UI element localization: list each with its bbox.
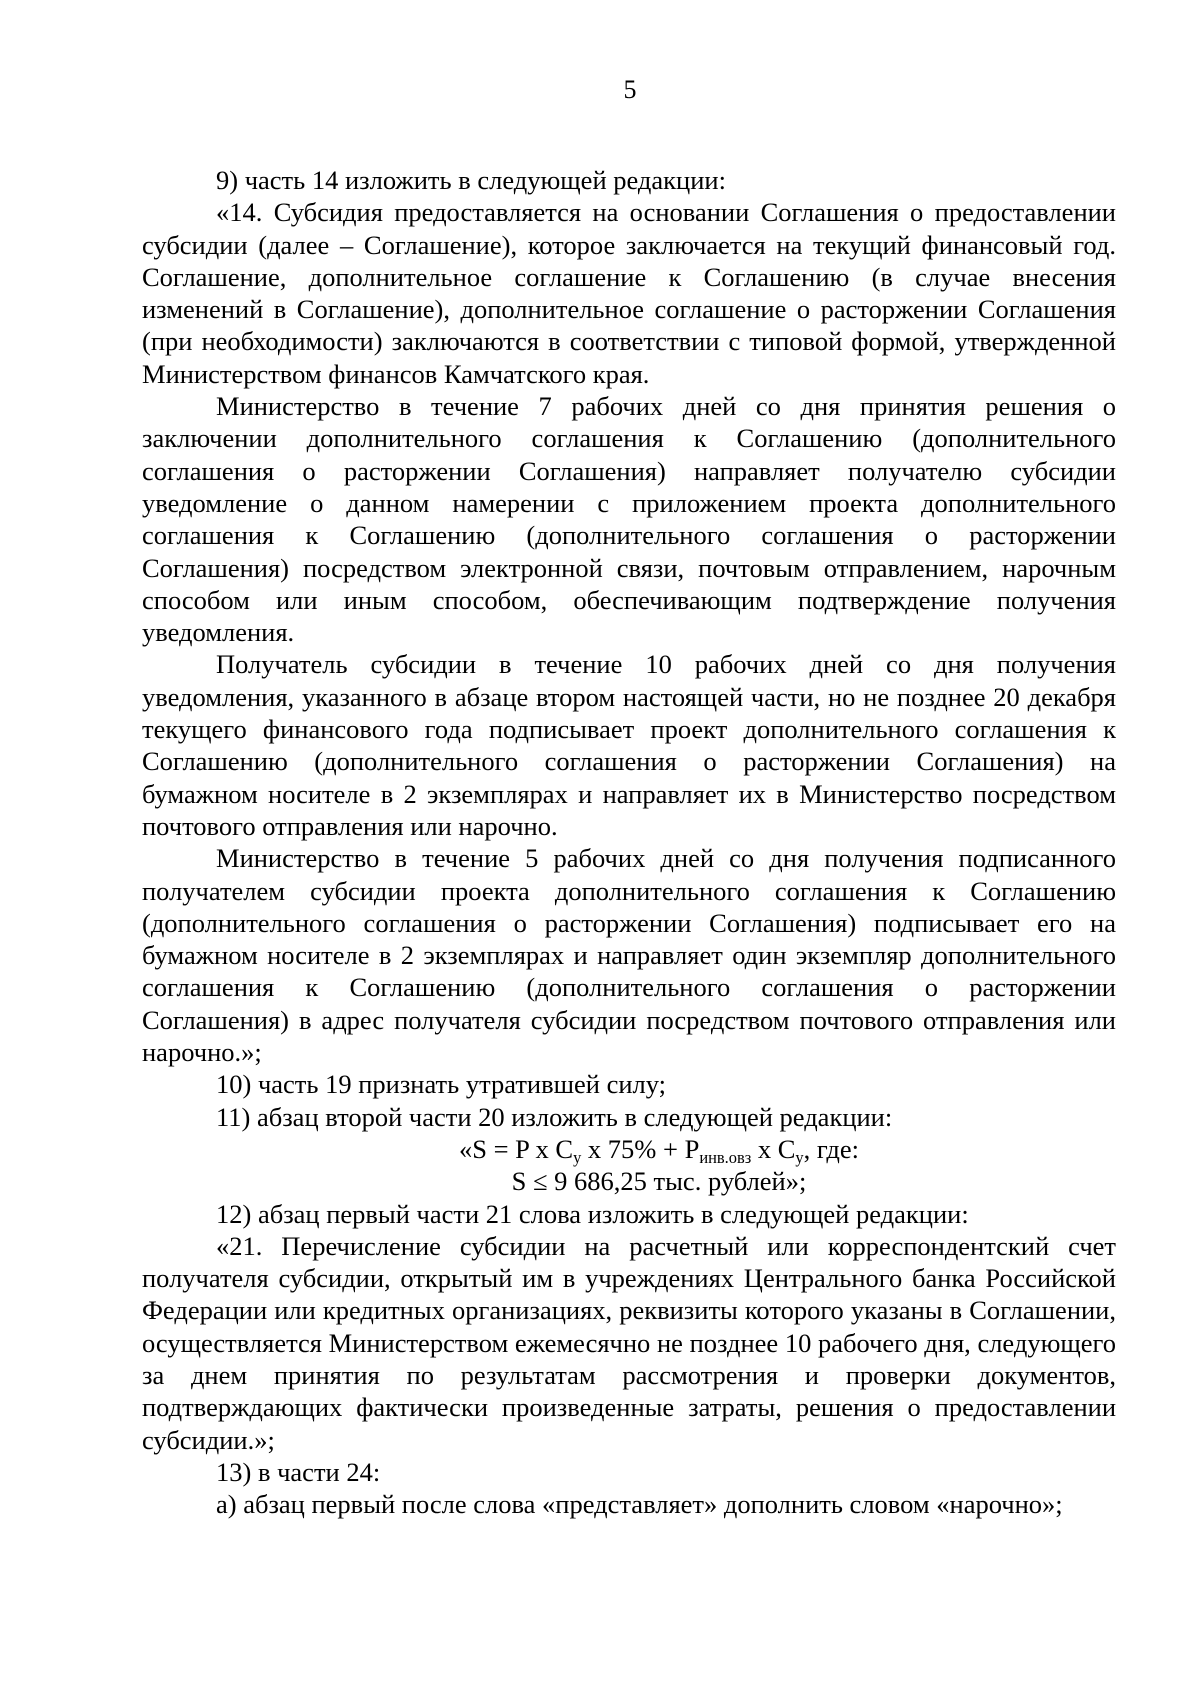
paragraph-part-14-text: «14. Субсидия предоставляется на основании Соглашения о предоставлении субсидии (далее – Соглашение), которое заключается на текущий финансовый год. Соглашение, дополнительное соглашение к Соглашению (в случае внесения изменений в Соглашение), дополнительное соглашение о расторжении Соглашения (при необходимости) заключаются в соответствии с типовой формой, утвержденной Министерством финансов Камчатского края. [142,197,1116,389]
paragraph-item-13a: а) абзац первый после слова «представляет» дополнить словом «нарочно»; [216,1489,1063,1520]
paragraph-ministry-notification: Министерство в течение 7 рабочих дней со дня принятия решения о заключении дополнительного соглашения к Соглашению (дополнительного соглашения о расторжении Соглашения) направляет получателю субсидии уведомление о данном намерении с приложением проекта дополнительного соглашения к Соглашению (дополнительного соглашения о расторжении Соглашения) посредством электронной связи, почтовым отправлением, нарочным способом или иным способом, обеспечивающим подтверждение получения уведомления. [142,391,1116,648]
paragraph-item-13: 13) в части 24: [216,1456,381,1487]
formula-part-1: «S = P x C [458,1133,574,1164]
formula-subscript-2: инв.овз [699,1147,752,1167]
formula-part-3: x C [751,1133,796,1164]
document-body [142,164,1116,1520]
page-number: 5 [623,75,637,104]
paragraph-item-9: 9) часть 14 изложить в следующей редакции: [216,165,726,195]
paragraph-part-21-text: «21. Перечисление субсидии на расчетный или корреспондентский счет получателя субсидии, открытый им в учреждениях Центрального банка Российской Федерации или кредитных организациях, реквизиты которого указаны в Соглашении, осуществляется Министерством ежемесячно не позднее 10 рабочего дня, следующего за днем принятия по результатам рассмотрения и проверки документов, подтверждающих фактически произведенные затраты, решения о предоставлении субсидии.»; [142,1230,1116,1455]
formula-subscript-1: y [573,1147,582,1167]
paragraph-item-11: 11) абзац второй части 20 изложить в следующей редакции: [216,1101,893,1132]
formula-line-1 [142,1133,1116,1165]
formula-part-4: , где: [803,1133,860,1164]
formula-subscript-3: y [795,1147,804,1167]
paragraph-item-10: 10) часть 19 признать утратившей силу; [216,1069,667,1100]
paragraph-ministry-signing: Министерство в течение 5 рабочих дней со дня получения подписанного получателем субсидии проекта дополнительного соглашения к Соглашению (дополнительного соглашения о расторжении Соглашения) подписывает его на бумажном носителе в 2 экземплярах и направляет один экземпляр дополнительного соглашения к Соглашению (дополнительного соглашения о расторжении Соглашения) в адрес получателя субсидии посредством почтового отправления или нарочно.»; [142,843,1116,1068]
paragraph-recipient-signing: Получатель субсидии в течение 10 рабочих дней со дня получения уведомления, указанного в абзаце втором настоящей части, но не позднее 20 декабря текущего финансового года подписывает проект дополнительного соглашения к Соглашению (дополнительного соглашения о расторжении Соглашения) на бумажном носителе в 2 экземплярах и направляет их в Министерство посредством почтового отправления или нарочно. [142,649,1116,841]
formula-line-2: S ≤ 9 686,25 тыс. рублей»; [511,1166,807,1197]
formula-part-2: x 75% + P [581,1133,700,1164]
paragraph-item-12: 12) абзац первый части 21 слова изложить в следующей редакции: [216,1198,969,1229]
